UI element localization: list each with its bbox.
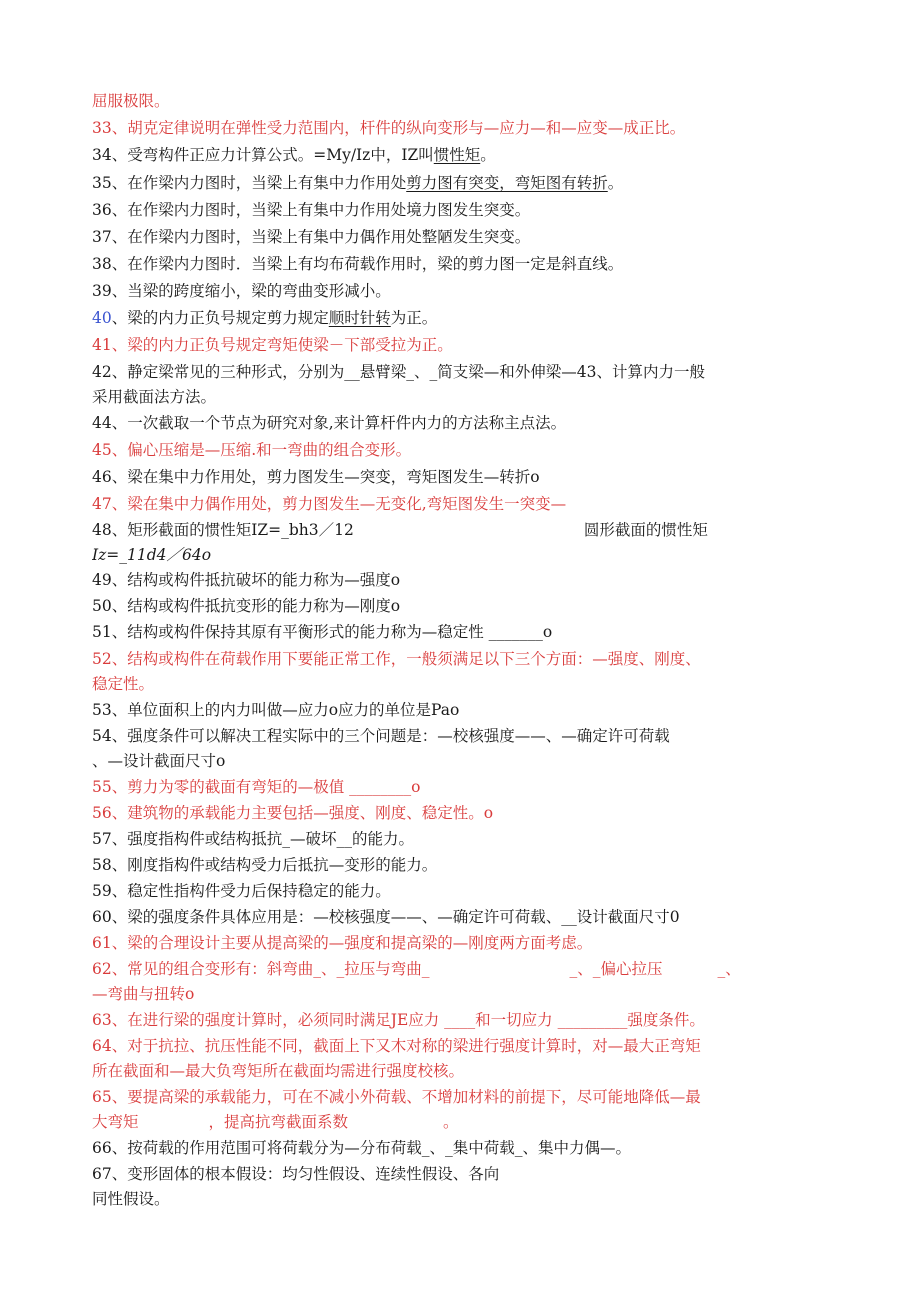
text: ，提高抗弯截面系数 [208, 1113, 349, 1131]
text: 51、结构或构件保持其原有平衡形式的能力称为—稳定性 _______o [92, 623, 553, 641]
line-56 [92, 802, 822, 824]
text: 采用截面法方法。 [92, 388, 217, 406]
text: 52、结构或构件在荷载作用下要能正常工作，一般须满足以下三个方面：—强度、刚度、 [92, 650, 701, 668]
line-41 [92, 334, 822, 356]
text: _、_偏心拉压 [569, 960, 663, 978]
line-48-cont [92, 544, 822, 566]
line-60 [92, 906, 822, 928]
line-59 [92, 880, 822, 902]
line-37 [92, 226, 822, 248]
text: 屈服极限。 [92, 92, 170, 110]
text: 45、偏心压缩是—压缩.和一弯曲的组合变形。 [92, 441, 412, 459]
text: 60、梁的强度条件具体应用是：—校核强度——、—确定许可荷载、__设计截面尺寸0 [92, 908, 680, 926]
line-42 [92, 361, 822, 383]
text: 、—设计截面尺寸o [92, 752, 226, 770]
text: 66、按荷载的作用范围可将荷载分为—分布荷载_、_集中荷载_、集中力偶—。 [92, 1139, 631, 1157]
text: 37、在作梁内力图时，当梁上有集中力偶作用处整陋发生突变。 [92, 228, 531, 246]
line-55 [92, 776, 822, 798]
number: 40 [92, 309, 112, 327]
line-33 [92, 117, 822, 139]
text: 同性假设。 [92, 1190, 170, 1208]
line-42-cont [92, 386, 822, 408]
text: 36、在作梁内力图时，当梁上有集中力作用处境力图发生突变。 [92, 201, 531, 219]
text: 41、梁的内力正负号规定弯矩使梁－下部受拉为正。 [92, 336, 453, 354]
text: 50、结构或构件抵抗变形的能力称为—刚度o [92, 597, 401, 615]
line-58 [92, 854, 822, 876]
text: 67、变形固体的根本假设：均匀性假设、连续性假设、各向 [92, 1165, 500, 1183]
text: 42、静定梁常见的三种形式，分别为__悬臂梁_、_简支梁—和外伸梁—43、计算内力一般 [92, 363, 705, 381]
text: 大弯矩 [92, 1113, 139, 1131]
line-51 [92, 621, 822, 643]
text: 为正。 [390, 309, 438, 327]
underlined-answer: 剪力图有突变，弯矩图有转折 [406, 174, 608, 192]
text: _、 [717, 960, 741, 978]
text: 。 [607, 174, 624, 192]
text: 。 [480, 146, 496, 164]
text: 65、要提高梁的承载能力，可在不减小外荷载、不增加材料的前提下，尽可能地降低—最 [92, 1088, 701, 1106]
text: 34、受弯构件正应力计算公式。=My/Iz中，IZ叫 [92, 146, 434, 164]
line-44 [92, 412, 822, 434]
line-46 [92, 466, 822, 488]
line-47 [92, 493, 822, 515]
line-65-cont [92, 1111, 822, 1133]
text: —弯曲与扭转o [92, 985, 195, 1003]
text: 、梁的内力正负号规定剪力规定 [111, 309, 329, 327]
line-61 [92, 932, 822, 954]
text: 33、胡克定律说明在弹性受力范围内，杆件的纵向变形与—应力—和—应变—成正比。 [92, 119, 686, 137]
line-36 [92, 199, 822, 221]
line-62 [92, 958, 822, 980]
line-62-cont [92, 983, 822, 1005]
line-48 [92, 519, 822, 541]
text: 59、稳定性指构件受力后保持稳定的能力。 [92, 882, 391, 900]
text: 64、对于抗拉、抗压性能不同，截面上下又木对称的梁进行强度计算时，对—最大正弯矩 [92, 1037, 701, 1055]
text: 62、常见的组合变形有：斜弯曲_、_拉压与弯曲_ [92, 960, 430, 978]
line-52-cont [92, 673, 822, 695]
text: 53、单位面积上的内力叫做—应力o应力的单位是Pao [92, 701, 460, 719]
text: Iz=_11d4／64o [92, 546, 212, 564]
line-52 [92, 648, 822, 670]
text: 47、梁在集中力偶作用处，剪力图发生—无变化,弯矩图发生一突变— [92, 495, 567, 513]
line-35 [92, 172, 822, 194]
text: 54、强度条件可以解决工程实际中的三个问题是：—校核强度——、—确定许可荷载 [92, 727, 670, 745]
line-64-cont [92, 1060, 822, 1082]
line-49 [92, 569, 822, 591]
line-65 [92, 1086, 822, 1108]
line-66 [92, 1137, 822, 1159]
text: 63、在进行梁的强度计算时，必须同时满足JE应力 ____和一切应力 _________强度条件。 [92, 1011, 705, 1029]
line-50 [92, 595, 822, 617]
text: 46、梁在集中力作用处，剪力图发生—突变，弯矩图发生—转折o [92, 468, 540, 486]
text: 55、剪力为零的截面有弯矩的—极值 ________o [92, 778, 421, 796]
line-54-cont [92, 750, 822, 772]
line-40 [92, 307, 822, 329]
text: 。 [443, 1113, 459, 1131]
line-67 [92, 1163, 822, 1185]
line-45 [92, 439, 822, 461]
underlined-answer: 惯性矩 [433, 146, 481, 164]
text: 61、梁的合理设计主要从提高梁的—强度和提高梁的—刚度两方面考虑。 [92, 934, 593, 952]
text: 所在截面和—最大负弯矩所在截面均需进行强度校核。 [92, 1062, 465, 1080]
text: 44、一次截取一个节点为研究对象,来计算杆件内力的方法称主点法。 [92, 414, 567, 432]
text: 57、强度指构件或结构抵抗_—破坏__的能力。 [92, 830, 414, 848]
text: 49、结构或构件抵抗破坏的能力称为—强度o [92, 571, 401, 589]
line-64 [92, 1035, 822, 1057]
line-34 [92, 144, 822, 166]
underlined-answer: 顺时针转 [328, 309, 391, 327]
text: 圆形截面的惯性矩 [583, 521, 708, 539]
text: 58、刚度指构件或结构受力后抵抗—变形的能力。 [92, 856, 438, 874]
text: 稳定性。 [92, 675, 155, 693]
text: 48、矩形截面的惯性矩IZ=_bh3／12 [92, 521, 354, 539]
line-39 [92, 280, 822, 302]
line-53 [92, 699, 822, 721]
line-57 [92, 828, 822, 850]
text: 38、在作梁内力图时．当梁上有均布荷载作用时，梁的剪力图一定是斜直线。 [92, 255, 624, 273]
text: 35、在作梁内力图时，当梁上有集中力作用处 [92, 174, 407, 192]
text: 39、当梁的跨度缩小，梁的弯曲变形减小。 [92, 282, 391, 300]
text: 56、建筑物的承载能力主要包括—强度、刚度、稳定性。o [92, 804, 494, 822]
line-38 [92, 253, 822, 275]
line-yield-limit [92, 90, 822, 112]
line-54 [92, 725, 822, 747]
line-63 [92, 1009, 822, 1031]
line-67-cont [92, 1188, 822, 1210]
